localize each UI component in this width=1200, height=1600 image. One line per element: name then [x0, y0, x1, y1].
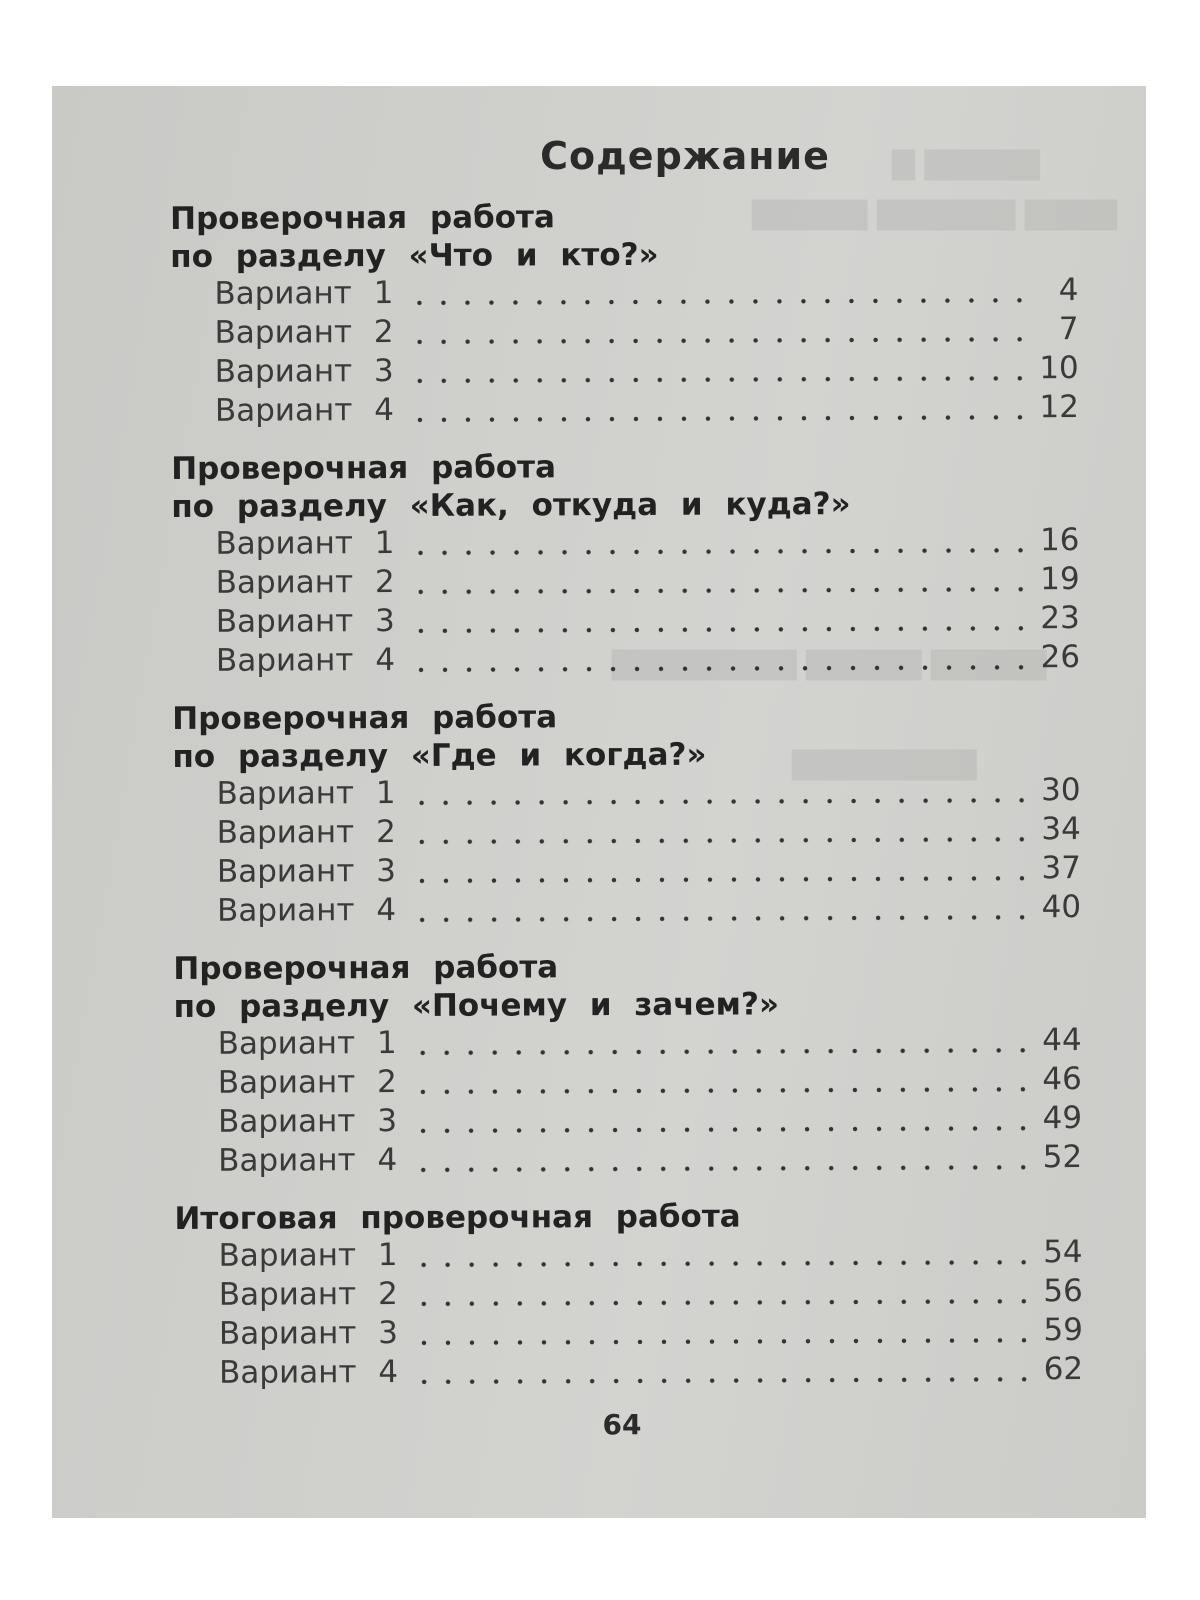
dot-leader: [408, 336, 1025, 345]
dot-leader: [408, 414, 1025, 423]
entry-page-number: 40: [1041, 889, 1082, 926]
toc-entry: [171, 522, 1079, 565]
entry-label: Вариант 3: [218, 1315, 399, 1352]
dot-leader: [409, 586, 1026, 595]
entry-label: Вариант 3: [216, 853, 397, 890]
entry-page-number: 46: [1042, 1061, 1082, 1098]
toc-entry: [175, 1312, 1083, 1355]
show-through-decoration: ▇▇▇▇▇ ▇: [892, 146, 1040, 181]
entry-page-number: 10: [1039, 350, 1079, 387]
toc-entry: [170, 272, 1078, 315]
show-through-decoration: ▇▇▇▇▇ ▇▇▇▇▇ ▇▇▇▇▇▇▇▇: [612, 646, 1047, 681]
entry-page-number: 62: [1043, 1351, 1084, 1388]
entry-page-number: 44: [1042, 1022, 1082, 1059]
toc-section: [173, 946, 1082, 1182]
dot-leader: [412, 1337, 1029, 1346]
dot-leader: [410, 797, 1027, 806]
entry-label: Вариант 1: [218, 1237, 398, 1274]
dot-leader: [411, 1164, 1028, 1173]
entry-page-number: 34: [1041, 811, 1081, 848]
show-through-decoration: ▇▇▇▇ ▇▇▇▇▇▇ ▇▇▇▇▇: [752, 196, 1118, 231]
entry-page-number: 7: [1058, 311, 1079, 348]
toc-entry: [171, 350, 1079, 393]
toc-section: [170, 196, 1079, 432]
show-through-decoration: ▇▇▇▇▇▇▇▇: [792, 746, 977, 781]
dot-leader: [408, 375, 1025, 384]
toc-entry: [172, 639, 1080, 682]
entry-page-number: 26: [1040, 639, 1081, 676]
entry-page-number: 54: [1043, 1234, 1083, 1271]
section-subheading: по разделу «Что и кто?»: [170, 236, 659, 275]
toc-section: [171, 446, 1080, 682]
entry-label: Вариант 3: [217, 1103, 398, 1140]
entry-label: Вариант 2: [217, 1064, 397, 1101]
dot-leader: [407, 297, 1024, 306]
toc-entry: [175, 1351, 1083, 1394]
toc-entry: [175, 1273, 1083, 1316]
entry-label: Вариант 2: [218, 1276, 398, 1313]
dot-leader: [410, 914, 1027, 923]
entry-label: Вариант 2: [214, 314, 394, 351]
entry-label: Вариант 1: [217, 1025, 397, 1062]
dot-leader: [409, 547, 1026, 556]
entry-page-number: 30: [1041, 772, 1081, 809]
section-heading: Проверочная работа: [171, 449, 557, 487]
toc-entry: [173, 811, 1081, 854]
toc-entry: [173, 889, 1081, 932]
dot-leader: [412, 1298, 1029, 1307]
dot-leader: [411, 1047, 1028, 1056]
dot-leader: [409, 625, 1026, 634]
section-heading: Итоговая проверочная работа: [174, 1198, 741, 1237]
dot-leader: [412, 1259, 1029, 1268]
section-heading: Проверочная работа: [172, 699, 558, 737]
toc-entry: [172, 561, 1080, 604]
entry-label: Вариант 4: [215, 642, 396, 679]
entry-label: Вариант 2: [216, 814, 396, 851]
toc-entry: [174, 1022, 1082, 1065]
dot-leader: [410, 836, 1027, 845]
toc-entry: [171, 311, 1079, 354]
entry-label: Вариант 3: [215, 603, 395, 640]
toc-entry: [173, 850, 1081, 893]
toc-entry: [173, 772, 1081, 815]
entry-label: Вариант 1: [216, 775, 396, 812]
page-number: 64: [602, 1408, 642, 1441]
entry-page-number: 59: [1043, 1312, 1084, 1349]
entry-page-number: 12: [1039, 389, 1079, 426]
entry-label: Вариант 4: [219, 1354, 399, 1391]
toc-section: [174, 1196, 1083, 1394]
entry-label: Вариант 4: [218, 1142, 398, 1179]
section-subheading: по разделу «Как, откуда и куда?»: [171, 486, 851, 525]
entry-label: Вариант 2: [215, 564, 395, 601]
toc-entry: [175, 1234, 1083, 1277]
entry-page-number: 49: [1042, 1100, 1083, 1137]
section-subheading: по разделу «Почему и зачем?»: [173, 986, 780, 1025]
entry-page-number: 4: [1058, 272, 1079, 309]
entry-page-number: 16: [1039, 522, 1080, 559]
book-page-photo: [52, 86, 1146, 1518]
entry-label: Вариант 1: [215, 525, 395, 562]
entry-page-number: 23: [1040, 600, 1080, 637]
table-of-contents: [170, 196, 1083, 1412]
entry-page-number: 37: [1041, 850, 1082, 887]
toc-entry: [172, 600, 1080, 643]
section-subheading: по разделу «Где и когда?»: [172, 736, 707, 775]
entry-label: Вариант 4: [214, 392, 394, 429]
toc-entry: [174, 1139, 1082, 1182]
dot-leader: [410, 875, 1027, 884]
page-title: Содержание: [540, 134, 830, 178]
dot-leader: [412, 1376, 1029, 1385]
toc-section: [172, 696, 1081, 932]
dot-leader: [411, 1125, 1028, 1134]
toc-entry: [174, 1100, 1082, 1143]
entry-label: Вариант 1: [214, 275, 394, 312]
section-heading: Проверочная работа: [173, 949, 559, 987]
dot-leader: [409, 664, 1026, 673]
section-heading: Проверочная работа: [170, 199, 555, 237]
dot-leader: [411, 1086, 1028, 1095]
entry-label: Вариант 4: [217, 892, 397, 929]
toc-entry: [171, 389, 1079, 432]
entry-page-number: 56: [1043, 1273, 1083, 1310]
toc-entry: [174, 1061, 1082, 1104]
entry-page-number: 52: [1042, 1139, 1083, 1176]
entry-label: Вариант 3: [214, 353, 394, 390]
entry-page-number: 19: [1040, 561, 1080, 598]
